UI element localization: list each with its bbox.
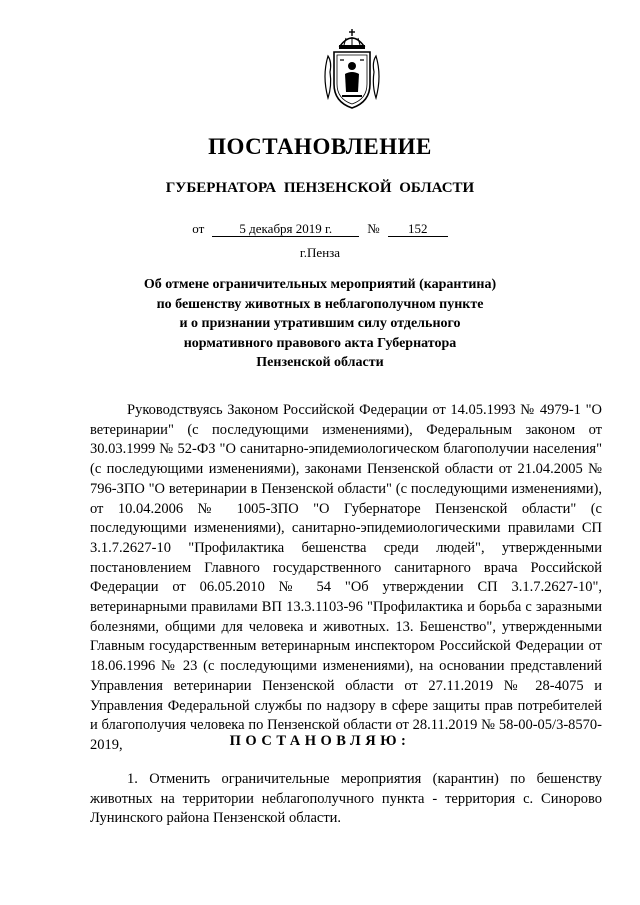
date-number-line [0, 221, 640, 237]
heading-line: и о признании утратившим силу отдельного [179, 316, 461, 331]
heading-line: Об отмене ограничительных мероприятий (карантина) [143, 277, 497, 292]
heading-line: Пензенской области [256, 355, 384, 370]
issuer-line: ГУБЕРНАТОРА ПЕНЗЕНСКОЙ ОБЛАСТИ [165, 180, 475, 196]
resolution-item-1: 1. Отменить ограничительные мероприятия (карантин) по бешенству животных на территории неблагополучного пункта - территория с. Синорово Лунинского района Пензенской области. [90, 771, 602, 827]
number-prefix: № [367, 221, 380, 236]
heading-line: по бешенству животных в неблагополучном пункте [156, 296, 484, 312]
date-prefix: от [192, 221, 205, 236]
document-number: 152 [388, 222, 448, 237]
resolve-heading: ПОСТАНОВЛЯЮ: [229, 733, 411, 749]
document-heading [0, 275, 640, 373]
city-line: г.Пенза [299, 245, 341, 260]
document-title: ПОСТАНОВЛЕНИЕ [208, 134, 432, 159]
coat-of-arms-icon [318, 26, 386, 112]
document-date: 5 декабря 2019 г. [212, 222, 359, 237]
preamble-paragraph: Руководствуясь Законом Российской Федерации от 14.05.1993 № 4979-1 "О ветеринарии" (с последующими изменениями), Федеральным законом от 30.03.1999 № 52-ФЗ "О санитарно-эпидемиологическом благополучии населения" (с последующими изменениями), законами Пензенской области от 21.04.2005 № 796-ЗПО "О ветеринарии в Пензенской области" (с последующими изменениями), от 10.04.2006 № 1005-ЗПО "О Губернаторе Пензенской области" (с последующими изменениями), санитарно-эпидемиологическими правилами СП 3.1.7.2627-10 "Профилактика бешенства среди людей", утвержденными постановлением Главного государственного санитарного врача Российской Федерации от 06.05.2010 № 54 "Об утверждении СП 3.1.7.2627-10", ветеринарными правилами ВП 13.3.1103-96 "Профилактика и борьба с заразными болезнями, общими для человека и животных. 13. Бешенство", утвержденными Главным государственным ветеринарным инспектором Российской Федерации от 18.06.1996 № 23 (с последующими изменениями), на основании представлений Управления ветеринарии Пензенской области от 27.11.2019 № 28-4075 и Управления Федеральной службы по надзору в сфере защиты прав потребителей и благополучия человека по Пензенской области от 28.11.2019 № 58-00-05/3-8570-2019, [90, 402, 602, 753]
heading-line: нормативного правового акта Губернатора [183, 335, 457, 351]
